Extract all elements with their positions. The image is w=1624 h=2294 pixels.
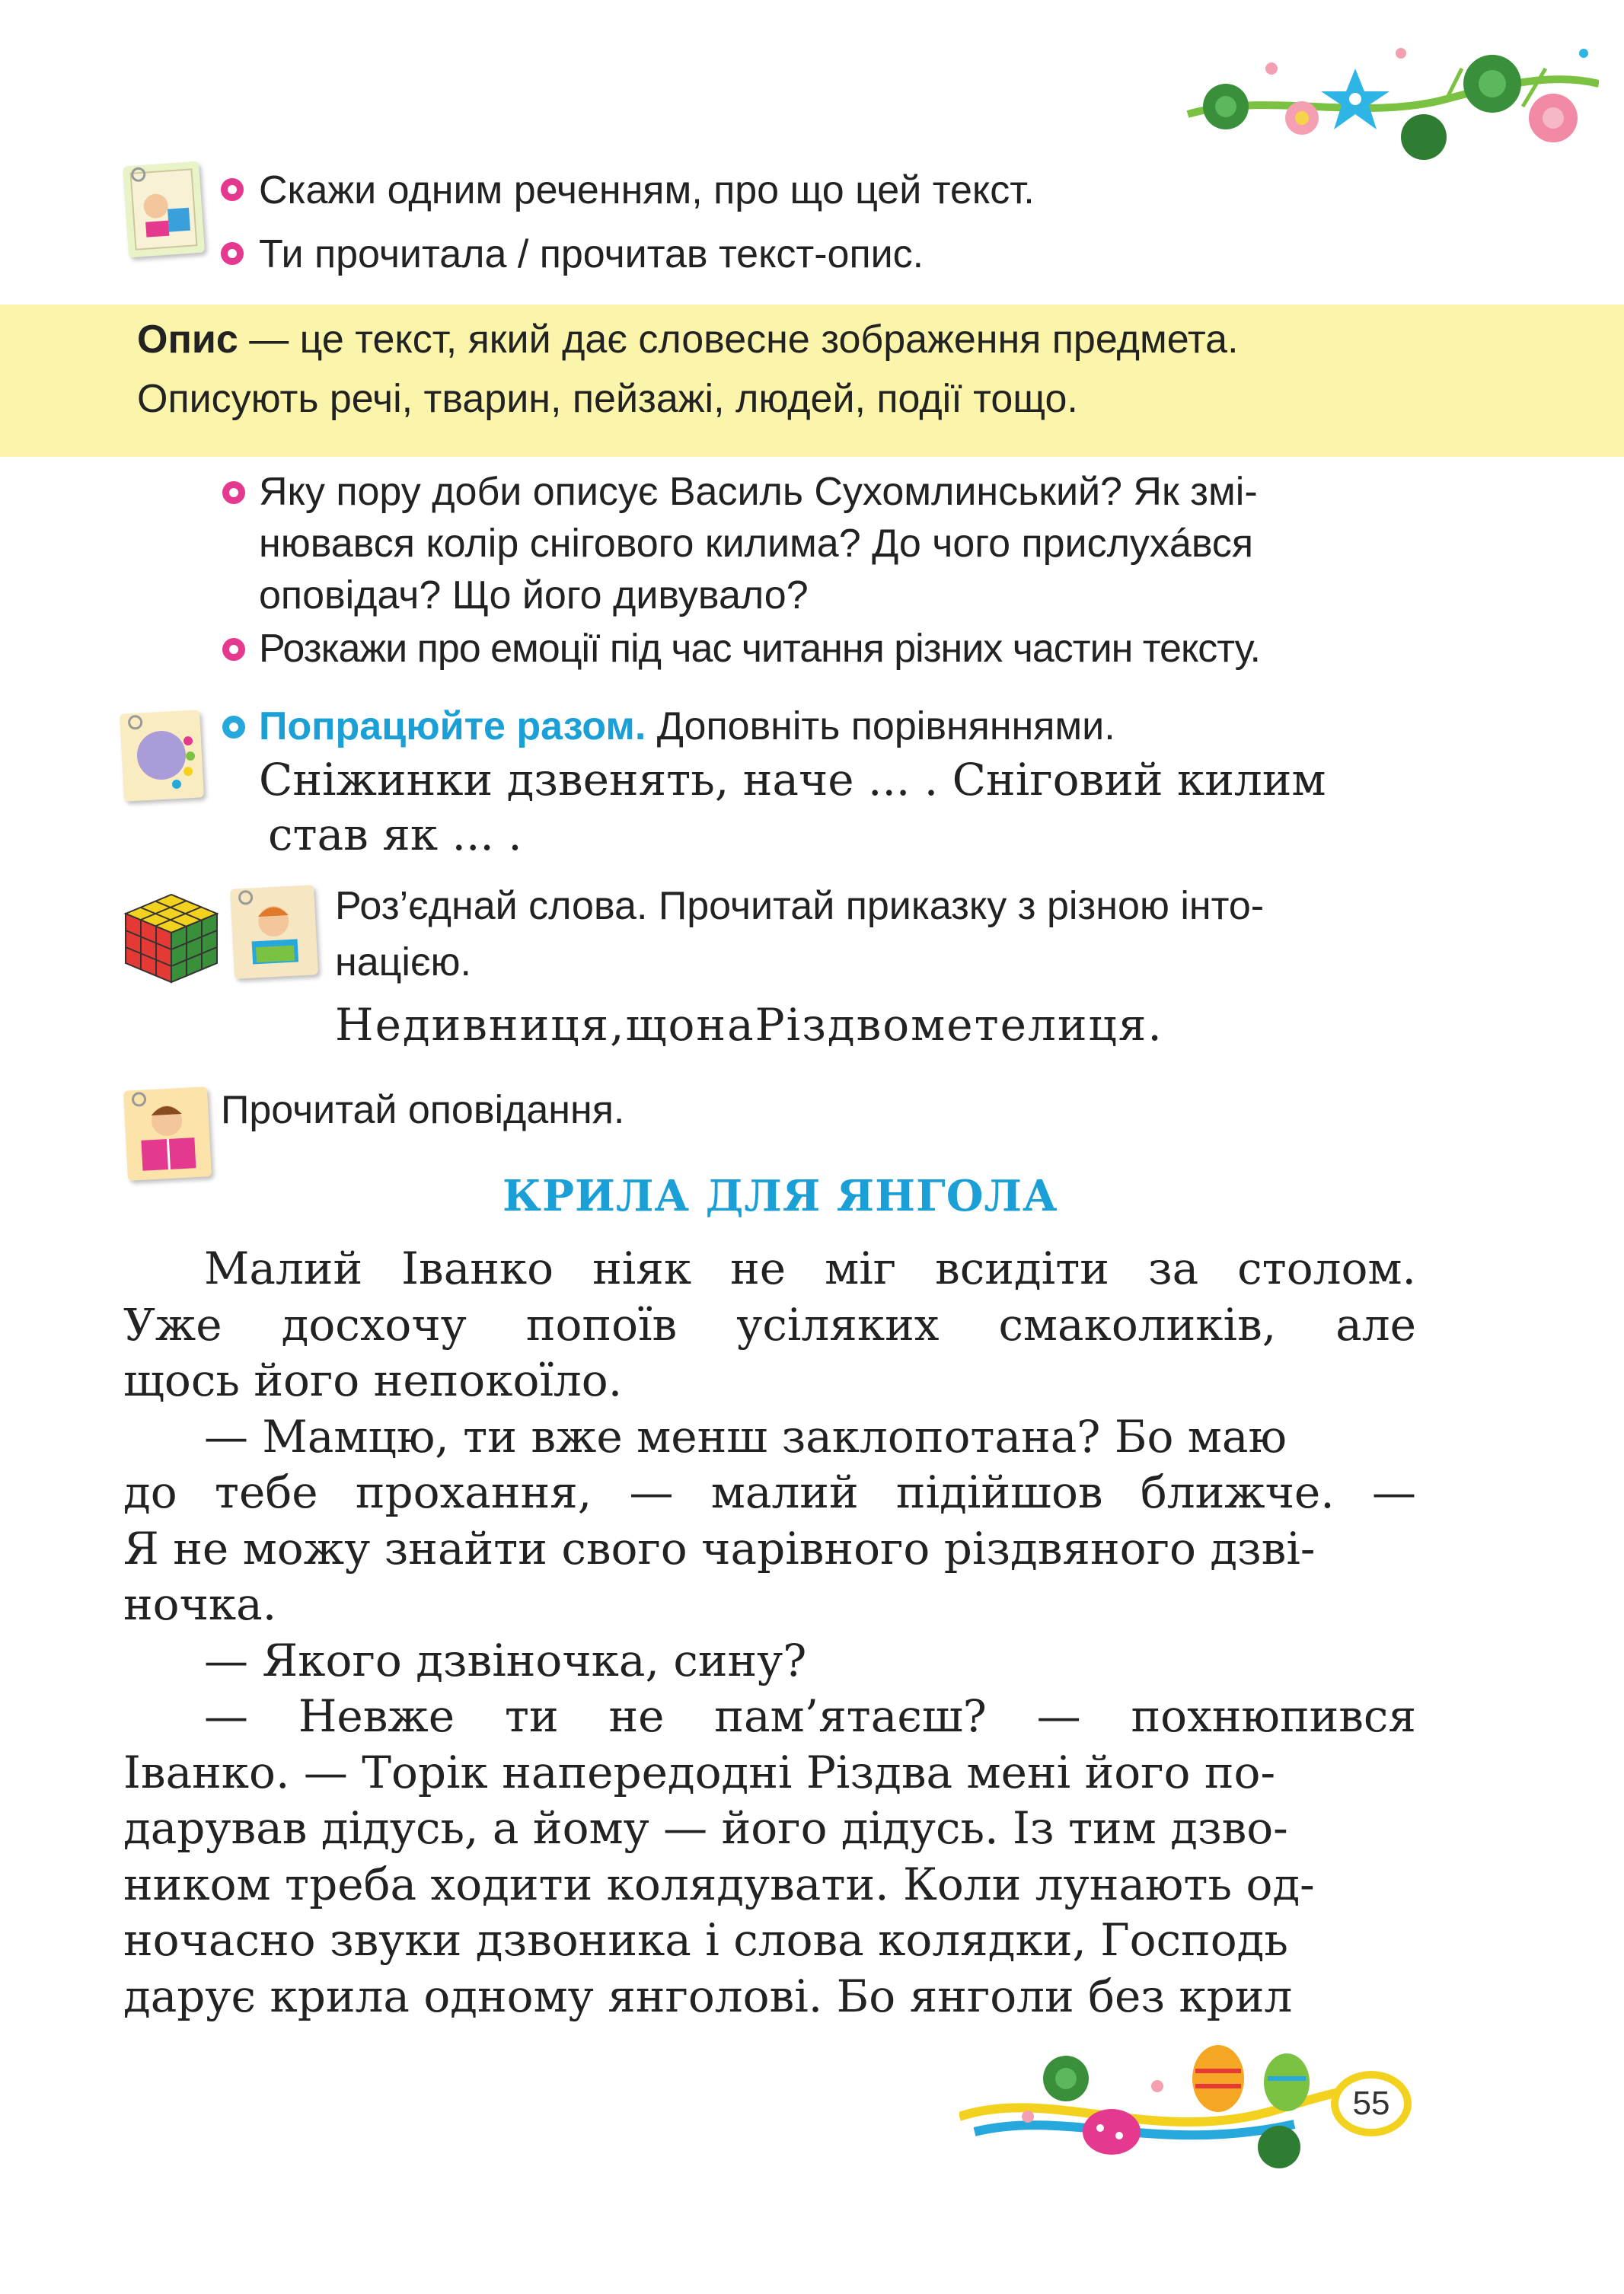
story-line: щось його непокоїло. — [123, 1354, 623, 1406]
story-word: смаколиків, — [998, 1298, 1277, 1351]
bullet-icon — [222, 716, 245, 739]
task-split-line-2: нацією. — [335, 940, 471, 984]
task-together-instruction: Доповніть порівняннями. — [646, 704, 1115, 748]
story-line — [204, 1243, 1416, 1294]
task-together-label: Попрацюйте разом. — [259, 704, 646, 748]
notebook-kid-icon — [123, 161, 205, 258]
story-word: але — [1335, 1298, 1416, 1351]
story-line: Я не можу знайти свого чарівного різдвяного дзві- — [123, 1522, 1316, 1575]
task-split-line-1: Роз’єднай слова. Прочитай приказку з різною інто- — [335, 884, 1265, 928]
story-word: Малий — [204, 1243, 363, 1294]
story-word: попоїв — [525, 1298, 678, 1351]
story-word: ніяк — [592, 1243, 692, 1294]
definition-line-1 — [137, 317, 1239, 362]
story-word: Невже — [298, 1690, 455, 1742]
proverb-puzzle: Недивниця,щонаРіздвометелиця. — [335, 999, 1163, 1051]
story-word: не — [730, 1243, 786, 1294]
easter-eggs-branch-icon — [959, 2040, 1355, 2178]
story-word: столом. — [1237, 1243, 1416, 1294]
question-line: Яку пору доби описує Василь Сухомлинський? Як змі- — [259, 470, 1258, 514]
story-title: КРИЛА ДЛЯ ЯНГОЛА — [503, 1171, 1058, 1221]
story-word: — — [629, 1466, 674, 1518]
story-word: пам’ятаєш? — [714, 1690, 987, 1742]
story-word: Уже — [123, 1298, 222, 1351]
story-word: ближче. — [1140, 1466, 1335, 1518]
question-line: оповідач? Що його дивувало? — [259, 573, 809, 617]
paint-palette-icon — [120, 710, 204, 801]
story-word: Іванко — [401, 1243, 554, 1294]
story-word: — — [204, 1690, 248, 1742]
story-word: малий — [710, 1466, 859, 1518]
story-line: ночка. — [123, 1578, 277, 1630]
bullet-icon — [221, 242, 244, 265]
question-summary: Скажи одним реченням, про що цей текст. — [259, 168, 1035, 212]
story-line: — Мамцю, ти вже менш заклопотана? Бо маю — [204, 1410, 1287, 1463]
story-word: досхочу — [281, 1298, 467, 1351]
bullet-icon — [222, 481, 245, 504]
reading-kid-icon — [123, 1086, 212, 1181]
story-word: усіляких — [736, 1298, 940, 1351]
story-line: дарує крила одному янголові. Бо янголи без крил — [123, 1970, 1293, 2022]
story-line — [204, 1690, 1416, 1742]
bullet-icon — [222, 638, 245, 661]
story-word: до — [123, 1466, 177, 1518]
definition-text: — це текст, який дає словесне зображення предмета. — [238, 317, 1239, 362]
story-line — [123, 1466, 1416, 1518]
floral-branch-icon — [1173, 23, 1599, 175]
question-emotions: Розкажи про емоції під час читання різних частин тексту. — [259, 627, 1260, 671]
story-word: за — [1147, 1243, 1199, 1294]
story-line: Іванко. — Торік напередодні Різдва мені його по- — [123, 1746, 1276, 1798]
story-word: підійшов — [895, 1466, 1103, 1518]
definition-term: Опис — [137, 317, 238, 362]
story-line: дарував дідусь, а йому — його дідусь. Із тим дзво- — [123, 1802, 1288, 1854]
story-word: — — [1036, 1690, 1081, 1742]
story-line: — Якого дзвіночка, сину? — [204, 1634, 807, 1686]
story-word: ти — [504, 1690, 559, 1742]
story-word: всидіти — [935, 1243, 1109, 1294]
story-line — [123, 1299, 1416, 1351]
reading-kid-icon — [230, 885, 318, 979]
story-line: ночасно звуки дзвоника і слова колядки, Господь — [123, 1914, 1288, 1966]
question-line: нювався колір снігового килима? До чого прислухáвся — [259, 522, 1254, 566]
definition-line-2: Описують речі, тварин, пейзажі, людей, події тощо. — [137, 377, 1078, 421]
story-word: прохання, — [355, 1466, 592, 1518]
story-line: ником треба ходити колядувати. Коли лунають од- — [123, 1858, 1315, 1910]
story-word: міг — [825, 1243, 897, 1294]
story-word: похнюпився — [1131, 1690, 1416, 1742]
task-together-sentence-1: Сніжинки дзвенять, наче ... . Сніговий килим — [259, 754, 1326, 806]
page-number: 55 — [1331, 2071, 1412, 2136]
question-text-type: Ти прочитала / прочитав текст-опис. — [259, 232, 924, 276]
task-read-instruction: Прочитай оповідання. — [221, 1088, 625, 1132]
bullet-icon — [221, 178, 244, 201]
story-word: не — [608, 1690, 665, 1742]
rubiks-cube-icon — [118, 887, 221, 986]
story-word: тебе — [214, 1466, 318, 1518]
task-together-line-1 — [259, 704, 1115, 749]
story-word: — — [1371, 1466, 1416, 1518]
task-together-sentence-2: став як ... . — [268, 809, 522, 860]
